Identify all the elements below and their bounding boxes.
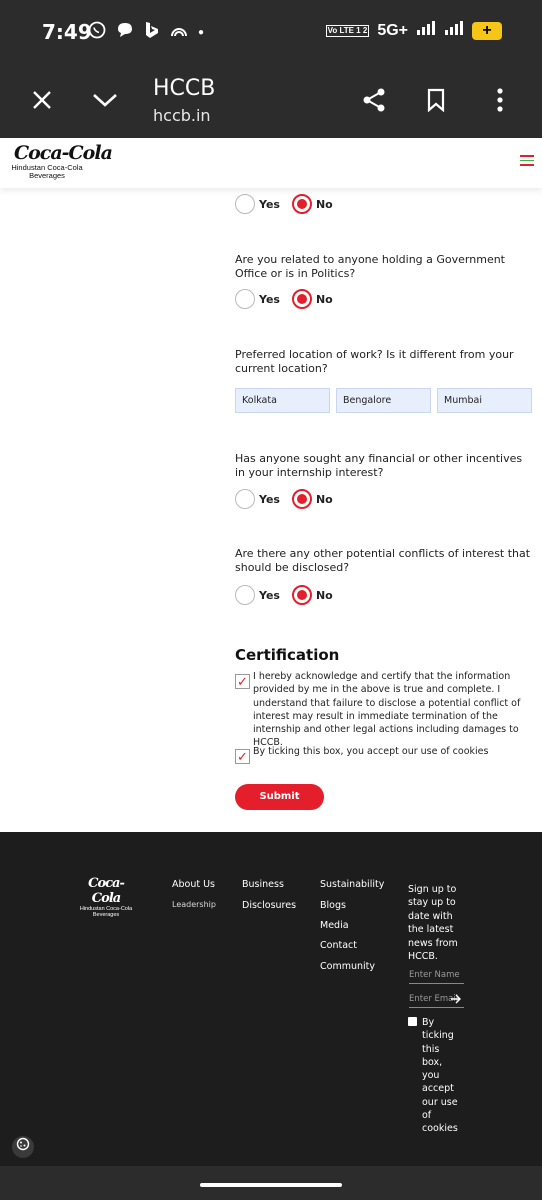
- site-header: [0, 138, 542, 188]
- conflicts-question: Are there any other potential conflicts of interest that should be disclosed?: [235, 547, 531, 574]
- footer: [0, 832, 542, 1166]
- system-icons: [326, 20, 502, 41]
- footer-link-leadership[interactable]: Leadership: [172, 900, 216, 909]
- location-option-kolkata[interactable]: Kolkata: [235, 388, 330, 413]
- certification-title: Certification: [235, 646, 340, 664]
- government-radio-group: [235, 288, 345, 310]
- network-type: 5G+: [377, 21, 408, 39]
- home-gesture-pill[interactable]: [200, 1183, 342, 1187]
- rainbow-icon: [170, 24, 188, 42]
- status-time: 7:49: [42, 20, 92, 44]
- dot-icon: ●: [198, 27, 205, 38]
- conflicts-radio-group: [235, 584, 345, 606]
- newsletter-text: Sign up to stay up to date with the latest news from HCCB.: [408, 884, 458, 963]
- yes-label: Yes: [259, 492, 280, 506]
- no-label: No: [315, 588, 333, 602]
- no-radio[interactable]: [292, 489, 312, 509]
- status-bar: [0, 0, 542, 62]
- system-navigation-bar: [0, 1166, 542, 1200]
- yes-label: Yes: [259, 588, 280, 602]
- certify-checkbox[interactable]: ✓: [235, 674, 250, 689]
- notification-icons: [88, 21, 204, 44]
- location-option-bengalore[interactable]: Bengalore: [336, 388, 431, 413]
- no-radio[interactable]: [292, 585, 312, 605]
- signal-icon: [416, 20, 436, 41]
- newsletter-name-input[interactable]: Enter Name: [409, 970, 464, 984]
- yes-radio[interactable]: [235, 289, 255, 309]
- browser-title: HCCB: [153, 76, 216, 101]
- battery-icon: +: [472, 22, 502, 40]
- chevron-down-icon[interactable]: [89, 84, 121, 116]
- yes-label: Yes: [259, 197, 280, 211]
- cookies-checkbox[interactable]: ✓: [235, 749, 250, 764]
- location-question: Preferred location of work? Is it different from your current location?: [235, 348, 514, 375]
- incentives-question: Has anyone sought any financial or other incentives in your internship interest?: [235, 452, 523, 479]
- submit-button[interactable]: Submit: [235, 784, 324, 810]
- close-icon[interactable]: [26, 84, 58, 116]
- hamburger-menu-icon[interactable]: [520, 155, 534, 169]
- certification-statement: I hereby acknowledge and certify that the information provided by me in the above is true and complete. I understand that failure to disclose a potential conflict of interest may result in immediate termination of the internship and other legal actions including damages to HCCB.: [253, 671, 521, 749]
- share-icon[interactable]: [358, 84, 390, 116]
- yes-label: Yes: [259, 292, 280, 306]
- bing-icon: [144, 21, 160, 44]
- yes-radio[interactable]: [235, 489, 255, 509]
- cookies-consent-text: By ticking this box, you accept our use of cookies: [253, 746, 489, 757]
- footer-logo[interactable]: [78, 876, 134, 918]
- whatsapp-icon: [88, 21, 106, 44]
- incentives-radio-group: [235, 488, 345, 510]
- footer-link-sustainability[interactable]: Sustainability: [320, 879, 385, 890]
- no-radio[interactable]: [292, 289, 312, 309]
- footer-link-contact[interactable]: Contact: [320, 940, 357, 951]
- volte-badge: Vo LTE 1 2: [327, 25, 368, 35]
- newsletter-consent-text: By ticking this box, you accept our use of cookies: [422, 1017, 458, 1135]
- government-question: Are you related to anyone holding a Government Office or is in Politics?: [235, 253, 505, 280]
- more-options-icon[interactable]: [484, 84, 516, 116]
- no-radio[interactable]: [292, 194, 312, 214]
- newsletter-email-placeholder: Enter Email: [409, 994, 459, 1004]
- footer-link-media[interactable]: Media: [320, 920, 349, 931]
- cookie-settings-icon[interactable]: [12, 1136, 34, 1158]
- no-label: No: [315, 292, 333, 306]
- logo-subtitle: Hindustan Coca-Cola Beverages: [11, 163, 83, 180]
- footer-logo-subtitle: Hindustan Coca-Cola Beverages: [79, 906, 133, 918]
- bookmark-icon[interactable]: [420, 84, 452, 116]
- footer-link-blogs[interactable]: Blogs: [320, 900, 346, 911]
- arrow-right-icon[interactable]: [450, 991, 462, 1009]
- yes-radio[interactable]: [235, 194, 255, 214]
- no-label: No: [315, 197, 333, 211]
- footer-link-disclosures[interactable]: Disclosures: [242, 900, 297, 911]
- footer-logo-script: Coca-Cola: [88, 876, 124, 906]
- newsletter-consent-checkbox[interactable]: [408, 1017, 417, 1026]
- location-options: [235, 388, 532, 413]
- prev-question-radio-group: [235, 193, 345, 215]
- yes-radio[interactable]: [235, 585, 255, 605]
- no-label: No: [315, 492, 333, 506]
- location-option-mumbai[interactable]: Mumbai: [437, 388, 532, 413]
- footer-link-business[interactable]: Business: [242, 879, 284, 890]
- browser-url[interactable]: hccb.in: [153, 106, 211, 125]
- browser-toolbar: [0, 62, 542, 138]
- logo[interactable]: Coca-Cola: [14, 142, 112, 164]
- chat-icon: [116, 21, 134, 44]
- footer-link-community[interactable]: Community: [320, 961, 375, 972]
- footer-link-about-us[interactable]: About Us: [172, 879, 216, 890]
- signal-icon-2: [444, 20, 464, 41]
